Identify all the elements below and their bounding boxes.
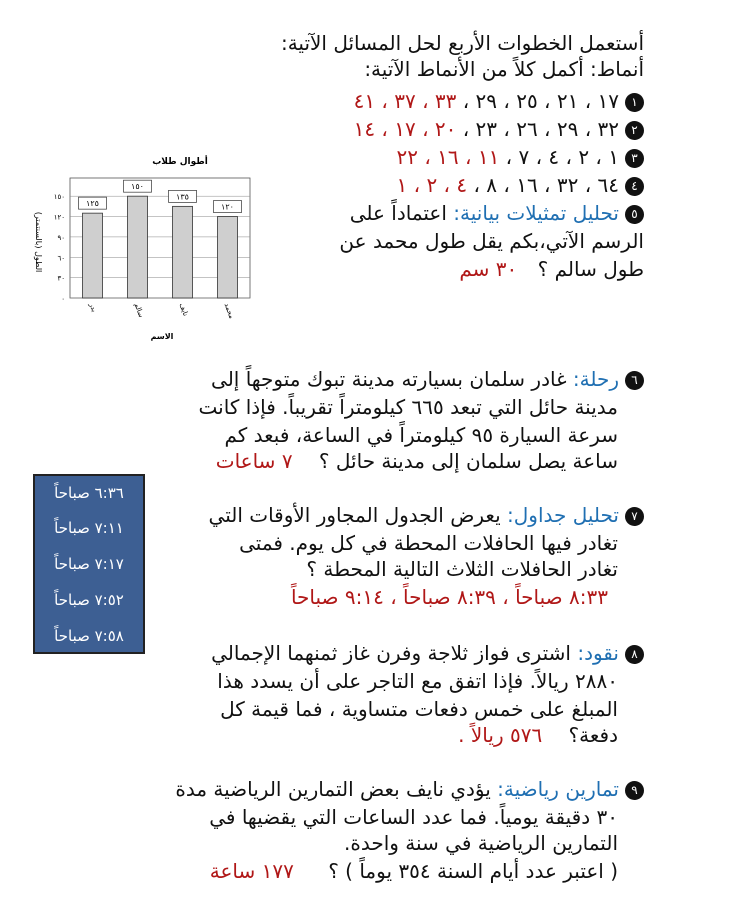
chart-y-tick-label: ٦٠ (57, 254, 65, 263)
pattern-3 (397, 144, 644, 170)
problem-number-badge: ٣ (625, 149, 644, 168)
pattern-answer: ٢٠ ، ١٧ ، ١٤ (353, 117, 457, 141)
q8-answer: ٥٧٦ ريالاً . (458, 723, 543, 747)
chart-y-tick-label: ٣٠ (57, 274, 65, 283)
q7-line2: تغادر فيها الحافلات المحطة في كل يوم. فمتى (239, 531, 618, 555)
chart-data-label: ١٢٥ (86, 199, 99, 209)
q6-text: غادر سلمان بسيارته مدينة تبوك متوجهاً إلى (211, 367, 567, 391)
problem-number-badge: ٤ (625, 177, 644, 196)
q6-answer: ٧ ساعات (215, 449, 293, 473)
q5-line1 (350, 200, 644, 226)
pattern-4 (397, 172, 644, 198)
chart-y-axis-label: الطول (بالسنتمتر) (34, 211, 43, 273)
q9-line4 (210, 858, 618, 884)
q9-line2: ٣٠ دقيقة يومياً. فما عدد الساعات التي يقضيها في (209, 805, 618, 829)
schedule-row: ٦:٣٦ صباحاً (54, 484, 124, 502)
schedule-row: ٧:١٧ صباحاً (54, 555, 124, 573)
q8-text: اشترى فواز ثلاجة وفرن غاز ثمنهما الإجمالي (211, 641, 571, 665)
schedule-row: ٧:١١ صباحاً (54, 519, 124, 537)
chart-x-tick-label: بدر (87, 301, 99, 314)
schedule-row: ٧:٥٨ صباحاً (54, 627, 124, 645)
problem-number-badge: ٧ (625, 507, 644, 526)
chart-title: أطوال طلاب (152, 157, 208, 167)
q8-text: دفعة؟ (568, 723, 618, 747)
chart-x-tick-label: سالم (132, 301, 146, 319)
q9-line3: التمارين الرياضية في سنة واحدة. (344, 831, 618, 855)
q7-label: تحليل جداول: (507, 503, 619, 527)
problem-number-badge: ٥ (625, 205, 644, 224)
chart-bar (173, 206, 193, 298)
q6-line4 (216, 448, 618, 474)
q7-answer: ٨:٣٣ صباحاً ، ٨:٣٩ صباحاً ، ٩:١٤ صباحاً (290, 585, 608, 609)
q7-text: يعرض الجدول المجاور الأوقات التي (208, 503, 501, 527)
q6-line1 (211, 366, 644, 392)
problem-number-badge: ١ (625, 93, 644, 112)
pattern-given: ٣٢ ، ٢٩ ، ٢٦ ، ٢٣ ، (462, 117, 619, 141)
pattern-answer: ٣٣ ، ٣٧ ، ٤١ (353, 89, 457, 113)
q8-label: نقود: (577, 641, 619, 665)
q5-line3 (459, 256, 644, 282)
q5-answer: ٣٠ سم (459, 257, 518, 281)
q5-text: طول سالم ؟ (537, 257, 644, 281)
chart-y-tick-label: ٩٠ (57, 233, 65, 242)
pattern-given: ١ ، ٢ ، ٤ ، ٧ ، (505, 145, 619, 169)
pattern-given: ٦٤ ، ٣٢ ، ١٦ ، ٨ ، (473, 173, 619, 197)
problem-number-badge: ٦ (625, 371, 644, 390)
problem-number-badge: ٨ (625, 645, 644, 664)
chart-x-axis-label: الاسم (150, 332, 174, 341)
chart-bar (83, 213, 103, 298)
chart-data-label: ١٣٥ (176, 192, 189, 202)
height-bar-chart (20, 148, 260, 348)
q9-answer: ١٧٧ ساعة (209, 859, 294, 883)
q5-text: اعتماداً على (349, 201, 447, 225)
pattern-1 (354, 88, 644, 114)
q6-line2: مدينة حائل التي تبعد ٦٦٥ كيلومتراً تقريباً. فإذا كانت (198, 395, 618, 419)
pattern-answer: ١١ ، ١٦ ، ٢٢ (396, 145, 500, 169)
chart-x-tick-label: محمد (222, 301, 236, 320)
q5-line2: الرسم الآتي،بكم يقل طول محمد عن (339, 229, 644, 253)
chart-bar (218, 217, 238, 298)
chart-data-label: ١٢٠ (221, 202, 234, 212)
q5-label: تحليل تمثيلات بيانية: (453, 201, 619, 225)
q7-line1 (209, 502, 644, 528)
chart-x-tick-label: نايف (177, 301, 190, 318)
problem-number-badge: ٢ (625, 121, 644, 140)
q8-line3: المبلغ على خمس دفعات متساوية ، فما قيمة كل (220, 697, 618, 721)
chart-data-label: ١٥٠ (131, 182, 144, 192)
q8-line2: ٢٨٨٠ ريالاً. فإذا اتفق مع التاجر على أن يسدد هذا (217, 669, 618, 693)
pattern-given: ١٧ ، ٢١ ، ٢٥ ، ٢٩ ، (462, 89, 619, 113)
q8-line4 (458, 722, 618, 748)
pattern-answer: ٤ ، ٢ ، ١ (396, 173, 468, 197)
q6-label: رحلة: (572, 367, 619, 391)
chart-y-tick-label: ١٢٠ (53, 213, 65, 222)
q8-line1 (211, 640, 644, 666)
instructions-line: أستعمل الخطوات الأربع لحل المسائل الآتية: (280, 31, 644, 55)
schedule-row: ٧:٥٢ صباحاً (54, 591, 124, 609)
chart-y-tick-label: ١٥٠ (53, 193, 65, 202)
q6-line3: سرعة السيارة ٩٥ كيلومتراً في الساعة، فبعد كم (224, 423, 618, 447)
pattern-2 (354, 116, 644, 142)
q7-line3: تغادر الحافلات الثلاث التالية المحطة ؟ (306, 557, 618, 581)
bus-schedule-table (33, 474, 145, 654)
q9-text: يؤدي نايف بعض التمارين الرياضية مدة (175, 777, 491, 801)
q9-text: ( اعتبر عدد أيام السنة ٣٥٤ يوماً ) ؟ (328, 859, 618, 883)
patterns-heading: أنماط: أكمل كلاً من الأنماط الآتية: (364, 57, 644, 81)
problem-number-badge: ٩ (625, 781, 644, 800)
chart-y-tick-label: ٠ (61, 295, 65, 303)
q6-text: ساعة يصل سلمان إلى مدينة حائل ؟ (318, 449, 618, 473)
chart-bar (128, 196, 148, 298)
q9-label: تمارين رياضية: (497, 777, 619, 801)
q9-line1 (175, 776, 644, 802)
